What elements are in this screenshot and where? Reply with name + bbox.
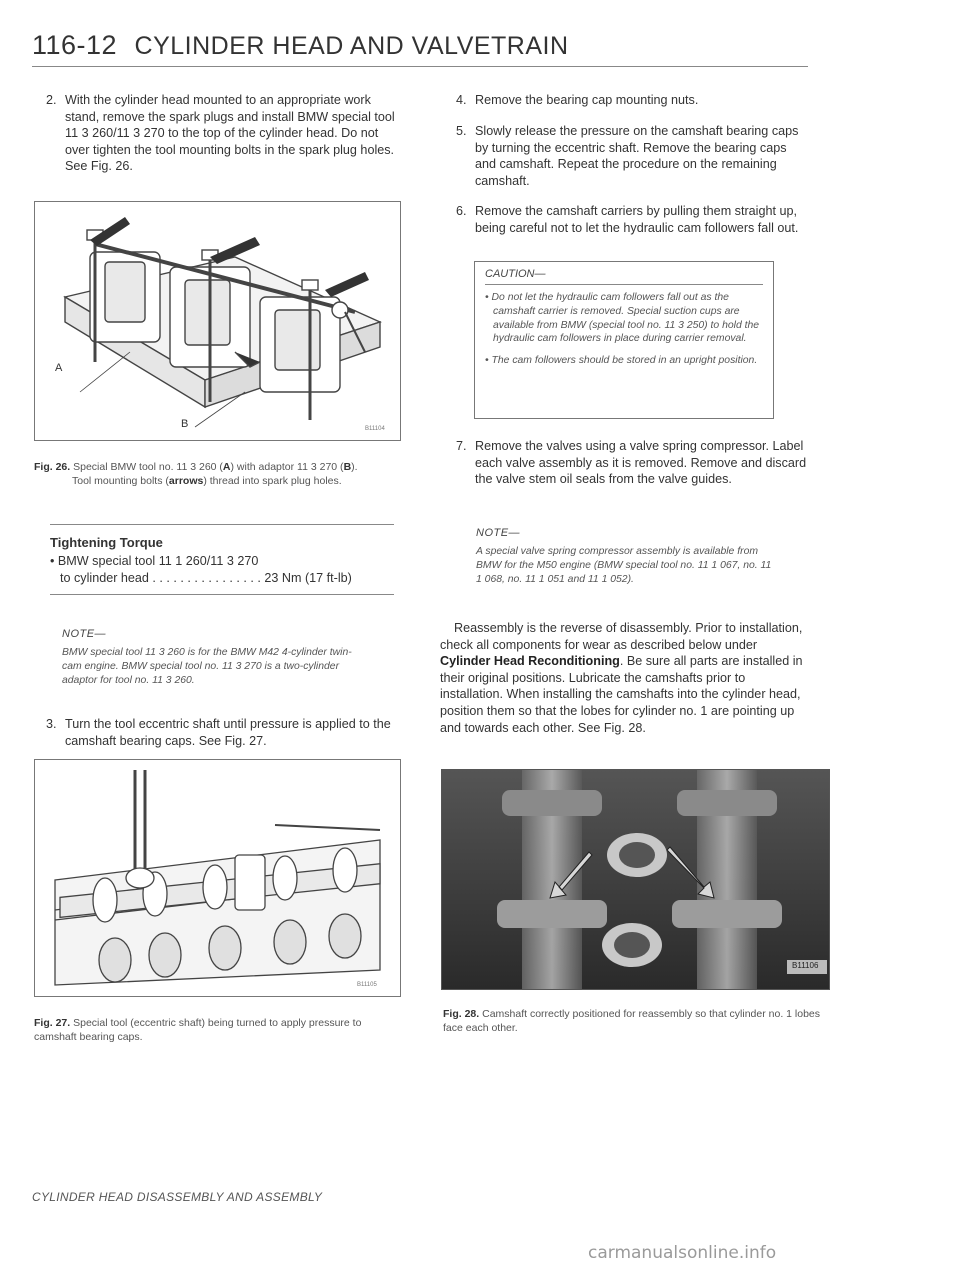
caution-box [474, 261, 774, 419]
figure-code: B11105 [357, 982, 377, 988]
step-3 [46, 716, 406, 749]
step-4 [456, 92, 810, 109]
caution-heading: CAUTION— [485, 268, 546, 280]
note-body: BMW special tool 11 3 260 is for the BMW M42 4-cylinder twin-cam engine. BMW special tool no. 11 3 270 is a two-cylinder adaptor for tool no. 11 3 260. [62, 647, 352, 686]
caption-text: ) with adaptor 11 3 270 ( [230, 461, 344, 473]
caution-rule [485, 284, 763, 285]
caption-ref-arrows: arrows [168, 474, 204, 487]
torque-heading: Tightening Torque [50, 535, 163, 550]
figure-26-illustration [34, 201, 401, 441]
caption-text: Tool mounting bolts ( [72, 474, 169, 487]
chapter-title: CYLINDER HEAD AND VALVETRAIN [134, 32, 569, 60]
note-body: A special valve spring compressor assembly is available from BMW for the M50 engine (BMW special tool no. 11 1 067, no. 11 1 068, no. 11 1 051 and 11 1 052). [476, 546, 772, 585]
torque-spec [50, 553, 394, 586]
caption-text: Special BMW tool no. 11 3 260 ( [73, 461, 223, 473]
reassembly-text: Reassembly is the reverse of disassembly. Prior to installation, check all components for wear as described below under [440, 621, 803, 652]
figure-code: B11104 [365, 426, 385, 432]
page-number: 116-12 [32, 30, 118, 60]
step-text: Remove the valves using a valve spring compressor. Label each valve assembly as it is removed. Remove and discard the valve stem oil seals from the valve guides. [475, 439, 807, 487]
step-number: 6. [456, 204, 467, 218]
step-number: 3. [46, 717, 57, 731]
caption-text: Camshaft correctly positioned for reassembly so that cylinder no. 1 lobes face each other. [443, 1008, 821, 1034]
reassembly-paragraph [440, 620, 810, 736]
header-rule [32, 66, 808, 67]
note-heading: NOTE— [476, 527, 521, 539]
step-text: Turn the tool eccentric shaft until pressure is applied to the camshaft bearing caps. See Fig. 27. [65, 717, 391, 748]
page-header [32, 30, 569, 61]
figure-26-caption [34, 461, 404, 489]
watermark: carmanualsonline.info [588, 1243, 777, 1263]
page-footer: CYLINDER HEAD DISASSEMBLY AND ASSEMBLY [32, 1190, 323, 1204]
step-6 [456, 203, 810, 236]
caption-ref-a: A [222, 461, 231, 473]
step-number: 7. [456, 439, 467, 453]
step-5 [456, 123, 810, 189]
caption-text: ). [351, 461, 358, 473]
step-number: 5. [456, 124, 467, 138]
caution-item-1: • Do not let the hydraulic cam followers fall out as the camshaft carrier is removed. Special suction cups are available from BMW (special tool no. 11 3 250) to hold the hydraulic cam followers in place during carrier removal. [485, 292, 760, 345]
step-text: Remove the bearing cap mounting nuts. [475, 93, 699, 107]
step-text: With the cylinder head mounted to an appropriate work stand, remove the spark plugs and install BMW special tool 11 3 260/11 3 270 to the top of the cylinder head. Do not over tighten the tool mounting bolts in the spark plug holes. See Fig. 26. [65, 93, 395, 174]
figure-27-caption [34, 1017, 404, 1045]
step-number: 2. [46, 93, 57, 107]
section-reference: Cylinder Head Reconditioning [440, 654, 620, 669]
torque-rule-top [50, 524, 394, 525]
engine-photo [442, 770, 829, 989]
caption-label: Fig. 28. [443, 1008, 480, 1020]
caption-ref-b: B [343, 461, 352, 473]
label-a: A [55, 362, 63, 374]
torque-line-1: • BMW special tool 11 1 260/11 3 270 [50, 554, 259, 568]
figure-28-caption [443, 1008, 823, 1036]
figure-28-photo [441, 769, 830, 990]
label-b: B [181, 418, 189, 430]
caution-item-2: • The cam followers should be stored in an upright position. [485, 355, 758, 367]
step-text: Slowly release the pressure on the camshaft bearing caps by turning the eccentric shaft. Remove the bearing caps and camshaft. Repeat the procedure on the remaining camshaft. [475, 124, 799, 188]
reassembly-text: . Be sure all parts are installed in their original positions. Lubricate the camshafts prior to installation. When installing the camshafts into the cylinder head, position them so that the lobes for cylinder no. 1 are pointing up and towards each other. See Fig. 28. [440, 654, 803, 735]
figure-code: B11106 [792, 961, 819, 970]
torque-rule-bottom [50, 594, 394, 595]
caption-label: Fig. 26. [34, 461, 71, 473]
step-text: Remove the camshaft carriers by pulling them straight up, being careful not to let the hydraulic cam followers fall out. [475, 204, 799, 235]
tool-drawing [35, 202, 400, 440]
step-2 [46, 92, 406, 175]
torque-line-2: to cylinder head . . . . . . . . . . . . . . . . 23 Nm (17 ft-lb) [60, 570, 352, 585]
step-7 [456, 438, 810, 488]
note-heading: NOTE— [62, 628, 107, 640]
caption-label: Fig. 27. [34, 1017, 71, 1029]
caption-text: Special tool (eccentric shaft) being turned to apply pressure to camshaft bearing caps. [34, 1017, 362, 1043]
step-number: 4. [456, 93, 467, 107]
figure-27-illustration [34, 759, 401, 997]
camshaft-drawing [35, 760, 400, 996]
caption-text: ) thread into spark plug holes. [203, 474, 342, 487]
